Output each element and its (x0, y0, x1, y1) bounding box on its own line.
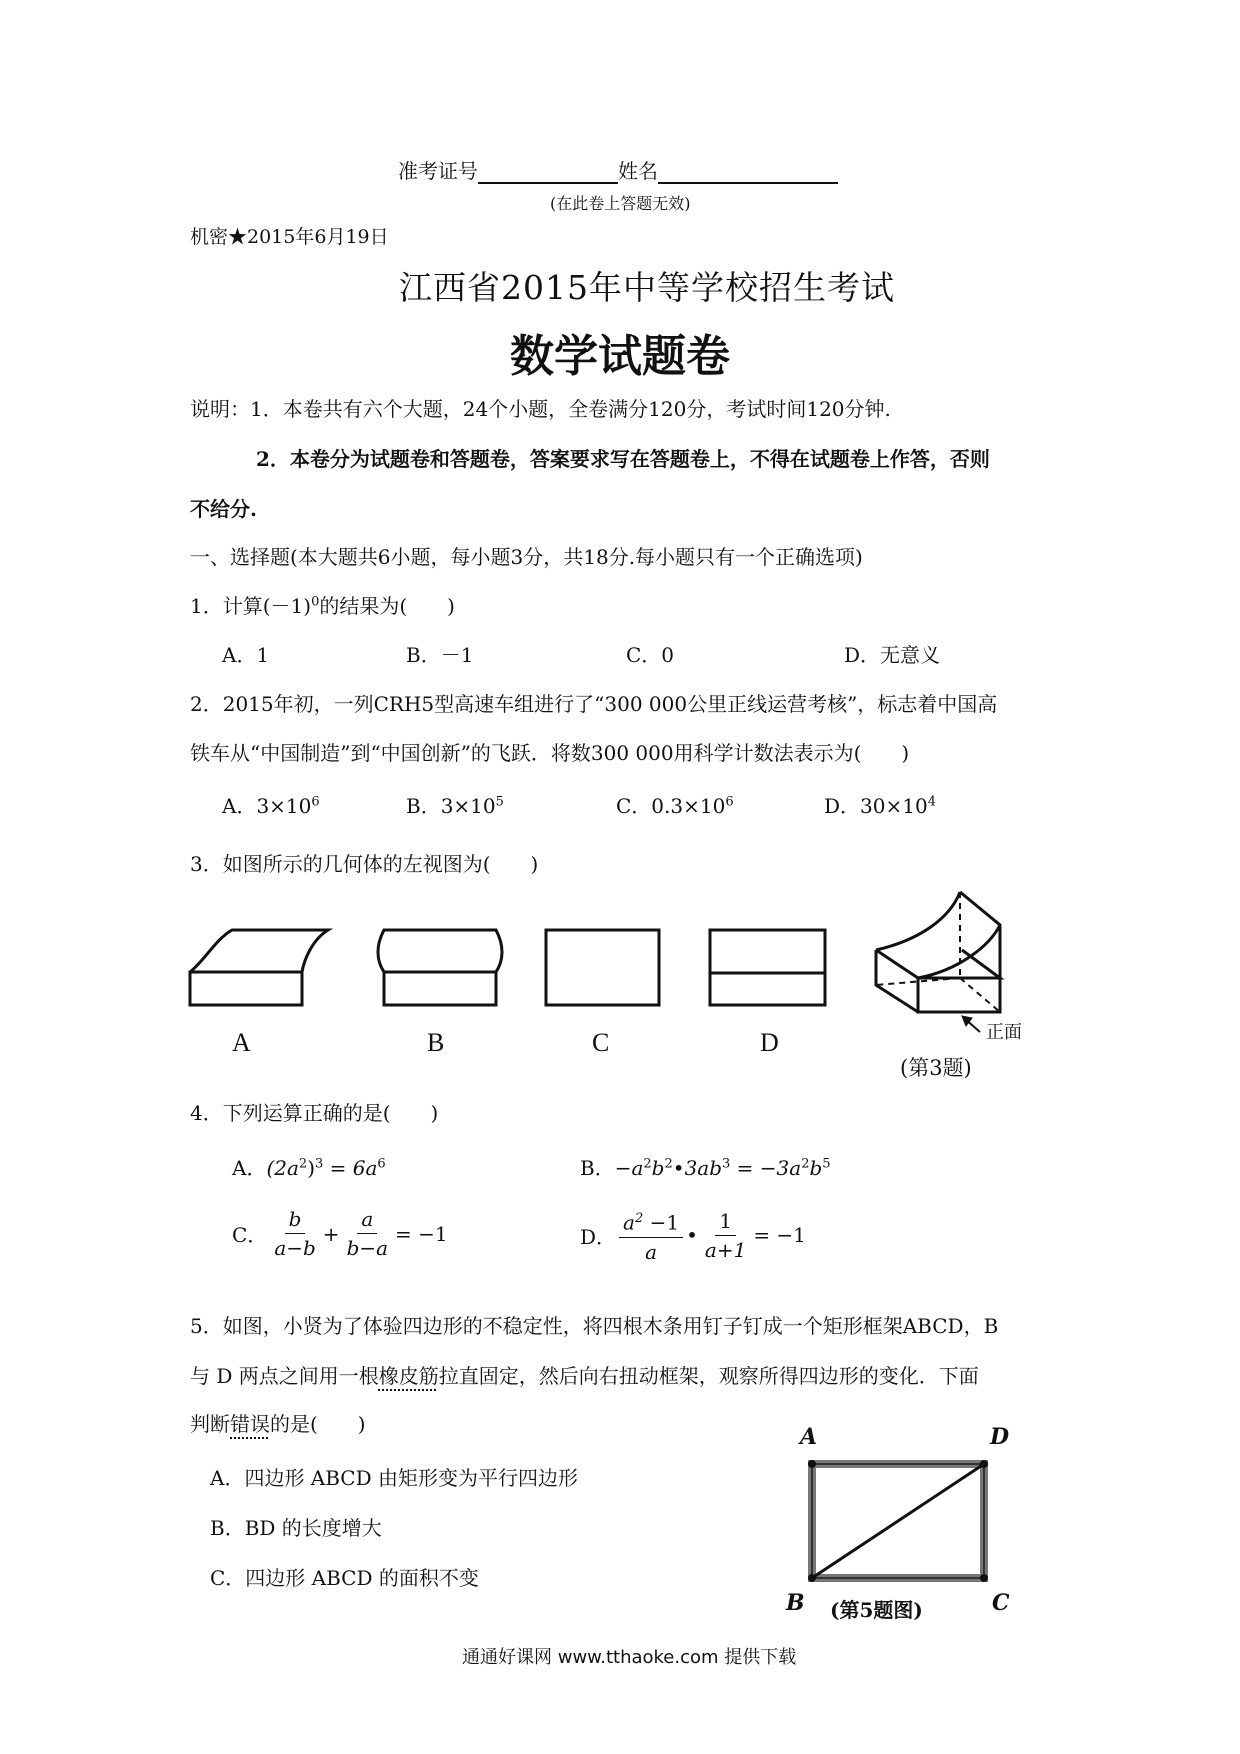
q4-option-c: C． $\frac{b}{a-b}$ + $\frac{a}{b-a}$ = −1 (232, 1207, 448, 1260)
q5-vertex-b: B (786, 1590, 805, 1616)
q4-option-b: B．$-a^2b^2•3ab^3 = -3a^2b^5$ (580, 1156, 831, 1180)
q1-option-a: A．1 (222, 643, 270, 667)
q1-option-d: D．无意义 (844, 643, 941, 667)
q3-label-d: D (760, 1028, 779, 1057)
q2-option-c: C．$0.3\times 10^6$ (616, 794, 734, 818)
question-3-stem: 3．如图所示的几何体的左视图为( ) (190, 852, 539, 876)
paper-title: 数学试题卷 (510, 331, 730, 382)
ticket-number-label: 准考证号 (398, 159, 478, 183)
q2-option-b: B．$3\times 10^5$ (406, 794, 504, 818)
q5-vertex-c: C (992, 1590, 1010, 1616)
q1-option-c: C．0 (626, 643, 675, 667)
q3-caption: (第3题) (900, 1056, 972, 1080)
q5-option-a: A．四边形 ABCD 由矩形变为平行四边形 (210, 1466, 579, 1490)
q1-option-b: B．－1 (406, 643, 474, 667)
q4-option-d: D． $\frac{a^2 -1}{a}$ • $\frac{1}{a+1}$ = −1 (580, 1205, 806, 1266)
instruction-3: 不给分. (190, 497, 257, 521)
exam-title: 江西省2015年中等学校招生考试 (399, 268, 895, 307)
question-5-line-1: 5．如图，小贤为了体验四边形的不稳定性，将四根木条用钉子钉成一个矩形框架ABCD，B (190, 1314, 999, 1338)
secret-date: 机密★2015年6月19日 (190, 226, 389, 248)
name-label: 姓名 (618, 159, 658, 183)
q3-label-a: A (232, 1028, 251, 1057)
q5-option-c: C．四边形 ABCD 的面积不变 (210, 1566, 479, 1590)
q4-option-a: A．$(2a^2)^3 = 6a^6$ (232, 1156, 386, 1180)
question-5-line-2: 与 D 两点之间用一根橡皮筋拉直固定，然后向右扭动框架，观察所得四边形的变化．下面 (190, 1364, 979, 1388)
question-2-line-1: 2．2015年初，一列CRH5型高速车组进行了“300 000公里正线运营考核”，标志着中国高 (190, 692, 998, 716)
q2-option-a: A．$3\times 10^6$ (222, 794, 320, 818)
q3-label-b: B (427, 1028, 445, 1057)
question-5-line-3: 判断错误的是( ) (190, 1412, 366, 1436)
q2-option-d: D．$30\times 10^4$ (824, 794, 936, 818)
q3-label-c: C (592, 1028, 610, 1057)
question-4-stem: 4．下列运算正确的是( ) (190, 1101, 439, 1125)
q5-vertex-a: A (800, 1424, 818, 1450)
invalid-note: (在此卷上答题无效) (550, 194, 691, 213)
footer-text: 通通好课网 www.tthaoke.com 提供下载 (462, 1647, 797, 1668)
question-1-stem: 1．计算$(-1)^0$的结果为( ) (190, 594, 455, 618)
section-1-heading: 一、选择题(本大题共6小题，每小题3分，共18分.每小题只有一个正确选项) (190, 545, 863, 569)
q3-front-label: 正面 (986, 1022, 1022, 1043)
instruction-1: 说明：1．本卷共有六个大题，24个小题，全卷满分120分，考试时间120分钟. (190, 397, 891, 421)
instruction-2: 2．本卷分为试题卷和答题卷，答案要求写在答题卷上，不得在试题卷上作答，否则 (256, 447, 990, 471)
q5-option-b: B．BD 的长度增大 (210, 1516, 382, 1540)
q5-caption: (第5题图) (830, 1598, 923, 1622)
question-2-line-2: 铁车从“中国制造”到“中国创新”的飞跃．将数300 000用科学计数法表示为( ) (190, 741, 910, 765)
q5-vertex-d: D (990, 1424, 1010, 1450)
